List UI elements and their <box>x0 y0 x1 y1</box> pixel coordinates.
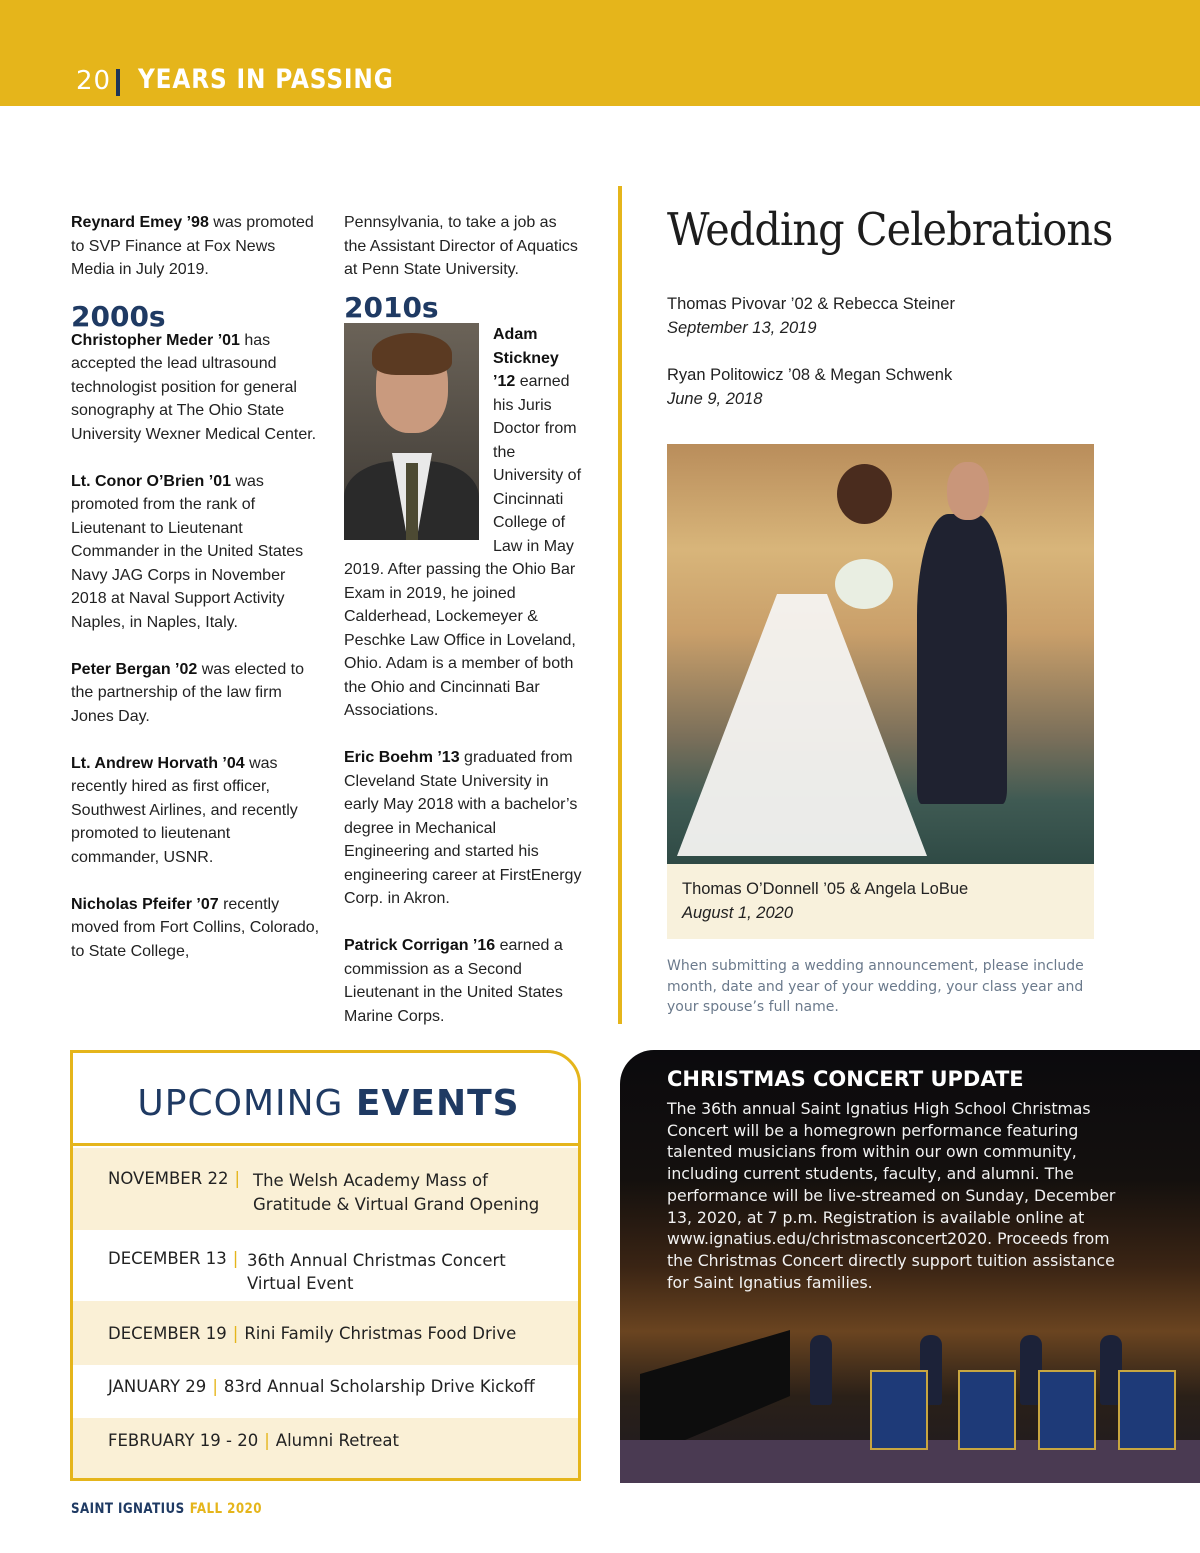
event-name <box>253 1169 539 1217</box>
class-note <box>344 746 582 911</box>
caption-date: August 1, 2020 <box>682 904 794 922</box>
event-row <box>73 1148 581 1230</box>
page-footer <box>71 1501 262 1517</box>
class-note <box>71 470 321 635</box>
wedding-photo-caption <box>667 864 1094 939</box>
wedding-celebrations-title: Wedding Celebrations <box>667 203 1113 256</box>
note-text: earned his Juris Doctor from the University of Cincinnati College of Law in May 2019. After passing the Ohio Bar Exam in 2019, he joined Calderhead, Lockemeyer & Peschke Law Office in Loveland, Ohio. Adam is a member of both the Ohio and Cincinnati Bar Associations. <box>344 373 582 719</box>
publication-name: SAINT IGNATIUS <box>71 1501 185 1517</box>
piano-graphic <box>640 1330 790 1440</box>
alumnus-name: Lt. Conor O’Brien ’01 <box>71 472 232 490</box>
note-text: earned a commission as a Second Lieutenant in the United States Marine Corps. <box>344 937 563 1025</box>
alumnus-name: Eric Boehm ’13 <box>344 749 460 766</box>
event-separator: | <box>232 1249 239 1268</box>
events-title-light: UPCOMING <box>137 1083 356 1124</box>
event-date: DECEMBER 19 <box>108 1324 227 1343</box>
event-date-line <box>108 1249 244 1268</box>
wedding-couple: Ryan Politowicz ’08 & Megan Schwenk <box>667 366 953 384</box>
event-name-line: The Welsh Academy Mass of <box>253 1171 488 1190</box>
event-date-line <box>108 1169 246 1188</box>
note-text: graduated from Cleveland State University in early May 2018 with a bachelor’s degree in Mechanical Engineering and started his engineering career at FirstEnergy Corp. in Akron. <box>344 749 582 907</box>
music-stand <box>870 1370 928 1450</box>
event-row <box>73 1418 581 1481</box>
wedding-couple: Thomas Pivovar ’02 & Rebecca Steiner <box>667 295 955 313</box>
wedding-date: September 13, 2019 <box>667 318 817 337</box>
event-date: FEBRUARY 19 - 20 <box>108 1431 259 1450</box>
event-date: NOVEMBER 22 <box>108 1169 229 1188</box>
class-notes-column-2 <box>344 211 582 1052</box>
events-title <box>73 1083 581 1124</box>
header-bar <box>0 0 1200 106</box>
alumnus-name: Lt. Andrew Horvath ’04 <box>71 754 245 772</box>
event-name-line: Virtual Event <box>247 1274 354 1293</box>
event-date-line <box>108 1431 399 1450</box>
note-text: was promoted to SVP Finance at Fox News Media in July 2019. <box>71 214 314 278</box>
note-text: was recently hired as first officer, Southwest Airlines, and recently promoted to lieutenant commander, USNR. <box>71 754 298 866</box>
class-notes-column-1 <box>71 211 321 987</box>
caption-couple: Thomas O’Donnell ’05 & Angela LoBue <box>682 880 969 898</box>
column-divider <box>618 186 622 1024</box>
concert-body: The 36th annual Saint Ignatius High School Christmas Concert will be a homegrown performance featuring talented musicians from within our own community, including current students, faculty, and alumni. The performance will be live-streamed on Sunday, December 13, 2020, at 7 p.m. Registration is available online at www.ignatius.edu/christmasconcert2020. Proceeds from the Christmas Concert directly support tuition assistance for Saint Ignatius families. <box>667 1099 1116 1292</box>
music-stand <box>1118 1370 1176 1450</box>
wedding-item <box>667 293 955 340</box>
concert-title: CHRISTMAS CONCERT UPDATE <box>667 1067 1024 1091</box>
alumnus-name: Patrick Corrigan ’16 <box>344 937 496 954</box>
class-note <box>344 934 582 1028</box>
event-row <box>73 1230 581 1301</box>
note-text: was elected to the partnership of the law firm Jones Day. <box>71 660 305 725</box>
alumnus-name: Peter Bergan ’02 <box>71 660 198 678</box>
event-separator: | <box>234 1169 241 1188</box>
note-text: was promoted from the rank of Lieutenant to Lieutenant Commander in the United States Navy JAG Corps in November 2018 at Naval Support Activity Naples, in Naples, Italy. <box>71 472 304 631</box>
alumnus-name: Christopher Meder ’01 <box>71 331 240 349</box>
event-date-line <box>108 1324 516 1343</box>
event-separator: | <box>212 1377 218 1396</box>
event-row <box>73 1301 581 1365</box>
wedding-item <box>667 364 952 411</box>
class-note <box>71 329 321 447</box>
class-note <box>71 211 321 282</box>
event-separator: | <box>232 1324 239 1343</box>
alumnus-name: Nicholas Pfeifer ’07 <box>71 895 219 913</box>
music-stand <box>1038 1370 1096 1450</box>
events-title-rule <box>73 1143 581 1146</box>
musician-figure <box>810 1335 832 1405</box>
event-separator: | <box>264 1431 270 1450</box>
event-date: JANUARY 29 <box>108 1377 207 1396</box>
class-note-continued: Pennsylvania, to take a job as the Assistant Director of Aquatics at Penn State University. <box>344 214 578 278</box>
event-name: Rini Family Christmas Food Drive <box>244 1324 517 1343</box>
note-text: recently moved from Fort Collins, Colorado, to State College, <box>71 895 320 960</box>
wedding-date: June 9, 2018 <box>667 389 763 408</box>
event-row <box>73 1365 581 1418</box>
event-date: DECEMBER 13 <box>108 1249 227 1268</box>
event-date-line <box>108 1377 535 1396</box>
note-text: has accepted the lead ultrasound technologist position for general sonography at The Ohio State University Wexner Medical Center. <box>71 331 317 443</box>
event-name <box>247 1249 506 1295</box>
decade-heading-2010s: 2010s <box>344 290 439 324</box>
music-stand <box>958 1370 1016 1450</box>
events-title-bold: EVENTS <box>355 1083 520 1124</box>
event-name-line: Gratitude & Virtual Grand Opening <box>253 1195 540 1214</box>
christmas-concert-panel <box>620 1050 1200 1483</box>
upcoming-events-box <box>70 1050 581 1481</box>
issue-name: FALL 2020 <box>189 1501 262 1517</box>
wedding-submission-note: When submitting a wedding announcement, please include month, date and year of your wedding, your class year and your spouse’s full name. <box>667 958 1084 1015</box>
class-note <box>71 658 321 729</box>
section-title: YEARS IN PASSING <box>138 64 394 95</box>
event-name: Alumni Retreat <box>275 1431 399 1450</box>
event-name: 83rd Annual Scholarship Drive Kickoff <box>223 1377 535 1396</box>
decade-heading-2000s: 2000s <box>71 300 166 333</box>
page-number: 20 <box>76 66 112 96</box>
header-divider <box>116 69 120 96</box>
class-note <box>71 893 321 964</box>
class-note <box>344 323 582 723</box>
alumnus-name: Reynard Emey ’98 <box>71 214 209 231</box>
wedding-photo <box>667 444 1094 864</box>
alumnus-name: Adam Stickney ’12 <box>493 326 559 390</box>
event-name-line: 36th Annual Christmas Concert <box>247 1251 506 1270</box>
class-note <box>71 752 321 870</box>
alumnus-portrait <box>344 323 479 540</box>
